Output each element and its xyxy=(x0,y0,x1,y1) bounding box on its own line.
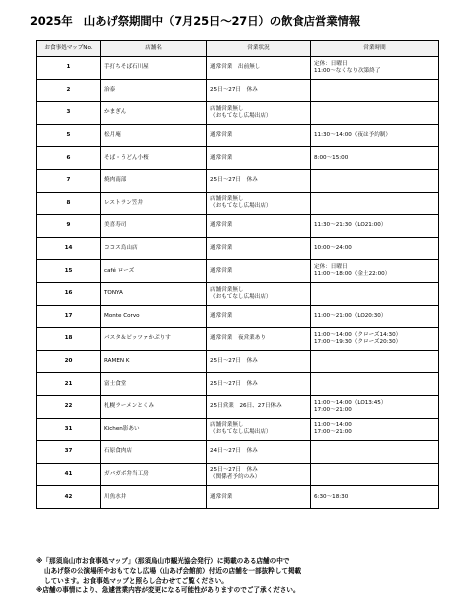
cell-store-name: RAMEN K xyxy=(101,350,207,373)
cell-store-name: 治泰 xyxy=(101,79,207,102)
cell-status: 通常営業 夜営業あり xyxy=(207,328,311,351)
table-row xyxy=(37,486,439,509)
cell-map-no: 18 xyxy=(37,328,101,351)
table-row xyxy=(37,124,439,147)
cell-status: 通常営業 xyxy=(207,237,311,260)
cell-hours: 10:00～24:00 xyxy=(311,237,439,260)
cell-map-no: 17 xyxy=(37,305,101,328)
cell-map-no: 21 xyxy=(37,373,101,396)
cell-map-no: 2 xyxy=(37,79,101,102)
table-row xyxy=(37,305,439,328)
header-store-name: 店舗名 xyxy=(101,41,207,57)
cell-hours xyxy=(311,350,439,373)
cell-hours xyxy=(311,192,439,215)
cell-map-no: 6 xyxy=(37,147,101,170)
cell-store-name: 富士食堂 xyxy=(101,373,207,396)
cell-map-no: 37 xyxy=(37,441,101,464)
table-row xyxy=(37,373,439,396)
table-row xyxy=(37,441,439,464)
cell-store-name: レストラン笠井 xyxy=(101,192,207,215)
cell-status: 25日～27日 休み （関係者予約のみ） xyxy=(207,463,311,486)
cell-status: 通常営業 xyxy=(207,260,311,283)
cell-map-no: 31 xyxy=(37,418,101,441)
table-header-row xyxy=(37,41,439,57)
cell-hours xyxy=(311,169,439,192)
cell-hours: 定休：日曜日 11:00～18:00（金土22:00） xyxy=(311,260,439,283)
cell-status: 25日～27日 休み xyxy=(207,373,311,396)
cell-map-no: 7 xyxy=(37,169,101,192)
note-line: ※「那須烏山市お食事処マップ」（那須烏山市観光協会発行）に掲載のある店舗の中で xyxy=(36,557,290,565)
cell-status: 25日～27日 休み xyxy=(207,169,311,192)
table-row xyxy=(37,79,439,102)
cell-hours xyxy=(311,463,439,486)
table-row xyxy=(37,169,439,192)
cell-store-name: 川魚水井 xyxy=(101,486,207,509)
table-row xyxy=(37,418,439,441)
cell-status: 25日営業 26日、27日休み xyxy=(207,395,311,418)
cell-store-name: café ローズ xyxy=(101,260,207,283)
note-line: ※店舗の事情により、急遽営業内容が変更になる可能性がありますのでご了承ください。 xyxy=(36,586,300,595)
cell-hours: 11:00～14:00（LO13:45） 17:00～21:00 xyxy=(311,395,439,418)
cell-hours xyxy=(311,373,439,396)
cell-hours: 11:30～21:30（LO21:00） xyxy=(311,215,439,238)
cell-store-name: 札幌ラーメンとくみ xyxy=(101,395,207,418)
cell-map-no: 42 xyxy=(37,486,101,509)
cell-hours xyxy=(311,441,439,464)
cell-map-no: 5 xyxy=(37,124,101,147)
cell-status: 通常営業 xyxy=(207,124,311,147)
header-hours: 営業時間 xyxy=(311,41,439,57)
cell-status: 通常営業 xyxy=(207,305,311,328)
note-line: しています。お食事処マップと照らし合わせてご覧ください。 xyxy=(44,576,228,585)
table-row xyxy=(37,147,439,170)
cell-hours xyxy=(311,282,439,305)
cell-hours: 8:00～15:00 xyxy=(311,147,439,170)
cell-store-name: 焼肉南部 xyxy=(101,169,207,192)
page-title: 2025年 山あげ祭期間中（7月25日～27日）の飲食店営業情報 xyxy=(30,14,361,28)
cell-status: 店舗営業無し （おもてなし広場出店） xyxy=(207,418,311,441)
cell-map-no: 15 xyxy=(37,260,101,283)
cell-status: 店舗営業無し （おもてなし広場出店） xyxy=(207,192,311,215)
cell-store-name: パスタ＆ピッツァかぷりす xyxy=(101,328,207,351)
cell-store-name: 石原食肉店 xyxy=(101,441,207,464)
restaurant-table xyxy=(36,40,439,509)
table-row xyxy=(37,282,439,305)
table-row xyxy=(37,328,439,351)
cell-map-no: 14 xyxy=(37,237,101,260)
cell-map-no: 20 xyxy=(37,350,101,373)
table-row xyxy=(37,102,439,125)
cell-status: 25日～27日 休み xyxy=(207,350,311,373)
cell-hours: 6:30～18:30 xyxy=(311,486,439,509)
cell-status: 24日～27日 休み xyxy=(207,441,311,464)
cell-status: 店舗営業無し （おもてなし広場出店） xyxy=(207,102,311,125)
cell-status: 通常営業 xyxy=(207,486,311,509)
table-row xyxy=(37,57,439,80)
cell-map-no: 8 xyxy=(37,192,101,215)
cell-map-no: 9 xyxy=(37,215,101,238)
cell-store-name: そば・うどん小桜 xyxy=(101,147,207,170)
table-row xyxy=(37,260,439,283)
cell-status: 通常営業 出前無し xyxy=(207,57,311,80)
cell-map-no: 22 xyxy=(37,395,101,418)
cell-status: 通常営業 xyxy=(207,147,311,170)
cell-map-no: 16 xyxy=(37,282,101,305)
table-row xyxy=(37,192,439,215)
table-row xyxy=(37,395,439,418)
cell-store-name: かまぎん xyxy=(101,102,207,125)
cell-hours xyxy=(311,102,439,125)
cell-store-name: TONYA xyxy=(101,282,207,305)
cell-hours: 11:00～14:00（クローズ14:30） 17:00～19:30（クローズ20:30） xyxy=(311,328,439,351)
cell-store-name: ココス烏山店 xyxy=(101,237,207,260)
cell-status: 通常営業 xyxy=(207,215,311,238)
notes xyxy=(36,557,456,596)
cell-map-no: 41 xyxy=(37,463,101,486)
table-row xyxy=(37,350,439,373)
header-map-no: お食事処マップNo. xyxy=(37,41,101,57)
cell-status: 25日～27日 休み xyxy=(207,79,311,102)
header-status: 営業状況 xyxy=(207,41,311,57)
cell-store-name: Monte Corvo xyxy=(101,305,207,328)
cell-store-name: Kichen影あい xyxy=(101,418,207,441)
cell-hours: 11:30～14:00（夜は予約制） xyxy=(311,124,439,147)
note-line: 山あげ祭の公演場所やおもてなし広場（山あげ会館前）付近の店舗を一部抜粋して掲載 xyxy=(44,566,302,575)
cell-store-name: 松月庵 xyxy=(101,124,207,147)
cell-store-name: 手打ちそば石川屋 xyxy=(101,57,207,80)
table-row xyxy=(37,215,439,238)
cell-store-name: ガバガボ弁当工房 xyxy=(101,463,207,486)
cell-map-no: 3 xyxy=(37,102,101,125)
table-row xyxy=(37,463,439,486)
cell-hours xyxy=(311,79,439,102)
cell-status: 店舗営業無し （おもてなし広場出店） xyxy=(207,282,311,305)
cell-hours: 11:00～21:00（LO20:30） xyxy=(311,305,439,328)
table-row xyxy=(37,237,439,260)
cell-map-no: 1 xyxy=(37,57,101,80)
cell-hours: 定休：日曜日 11:00～なくなり次第終了 xyxy=(311,57,439,80)
cell-hours: 11:00～14:00 17:00～21:00 xyxy=(311,418,439,441)
cell-store-name: 美喜寿司 xyxy=(101,215,207,238)
